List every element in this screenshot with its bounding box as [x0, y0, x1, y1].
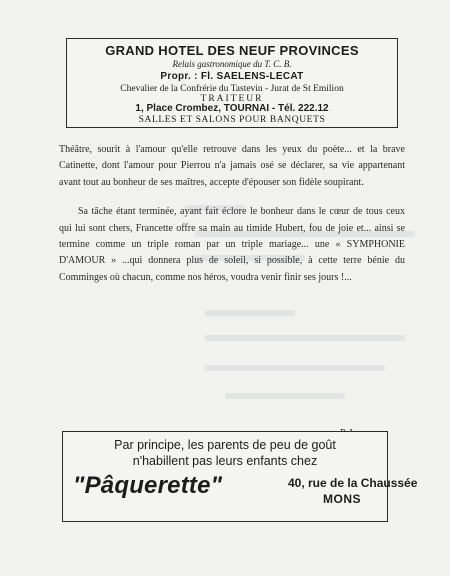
hotel-traiteur: TRAITEUR — [200, 94, 264, 104]
paquerette-slogan-line2: n'habillent pas leurs enfants chez — [132, 454, 318, 468]
paquerette-city: MONS — [323, 492, 361, 506]
paquerette-advertisement — [62, 431, 418, 522]
hotel-name: GRAND HOTEL DES NEUF PROVINCES — [105, 43, 359, 58]
article-body — [59, 142, 405, 286]
article-paragraph: Sa tâche étant terminée, ayant fait éclore le bonheur dans le cœur de tous ceux qui lui sont chers, Francette offre sa main au timide Hubert, fou de joie et... ainsi se termine comme un triple roman par un triple mariage... une « SYMPHONIE D'AMOUR » ...qui donnera plus de soleil, si possible, à cette terre bénie du Comminges où chacun, comme nos héros, voudra venir finir ses jours !... — [59, 206, 405, 283]
hotel-advertisement — [66, 38, 398, 128]
paquerette-brand: "Pâquerette" — [73, 472, 223, 499]
article-paragraph: Théâtre, sourit à l'amour qu'elle retrouve dans les yeux du poète... et la brave Catinette, dont l'amour pour Pierrou n'a jamais osé se déclarer, sa vie appartenant avant tout au bonheur de ses maîtres, accepte d'épouser son fidèle soupirant. — [59, 144, 405, 188]
hotel-salles: SALLES ET SALONS POUR BANQUETS — [138, 115, 326, 125]
hotel-subtitle: Relais gastronomique du T. C. B. — [172, 59, 292, 69]
paquerette-address: 40, rue de la Chaussée — [288, 476, 418, 490]
hotel-distinction: Chevalier de la Confrérie du Tastevin - Jurat de St Emilion — [120, 84, 344, 94]
hotel-proprietor: Propr. : Fl. SAELENS-LECAT — [160, 71, 304, 82]
paquerette-slogan-line1: Par principe, les parents de peu de goût — [114, 438, 336, 452]
hotel-address: 1, Place Crombez, TOURNAI - Tél. 222.12 — [135, 103, 329, 114]
